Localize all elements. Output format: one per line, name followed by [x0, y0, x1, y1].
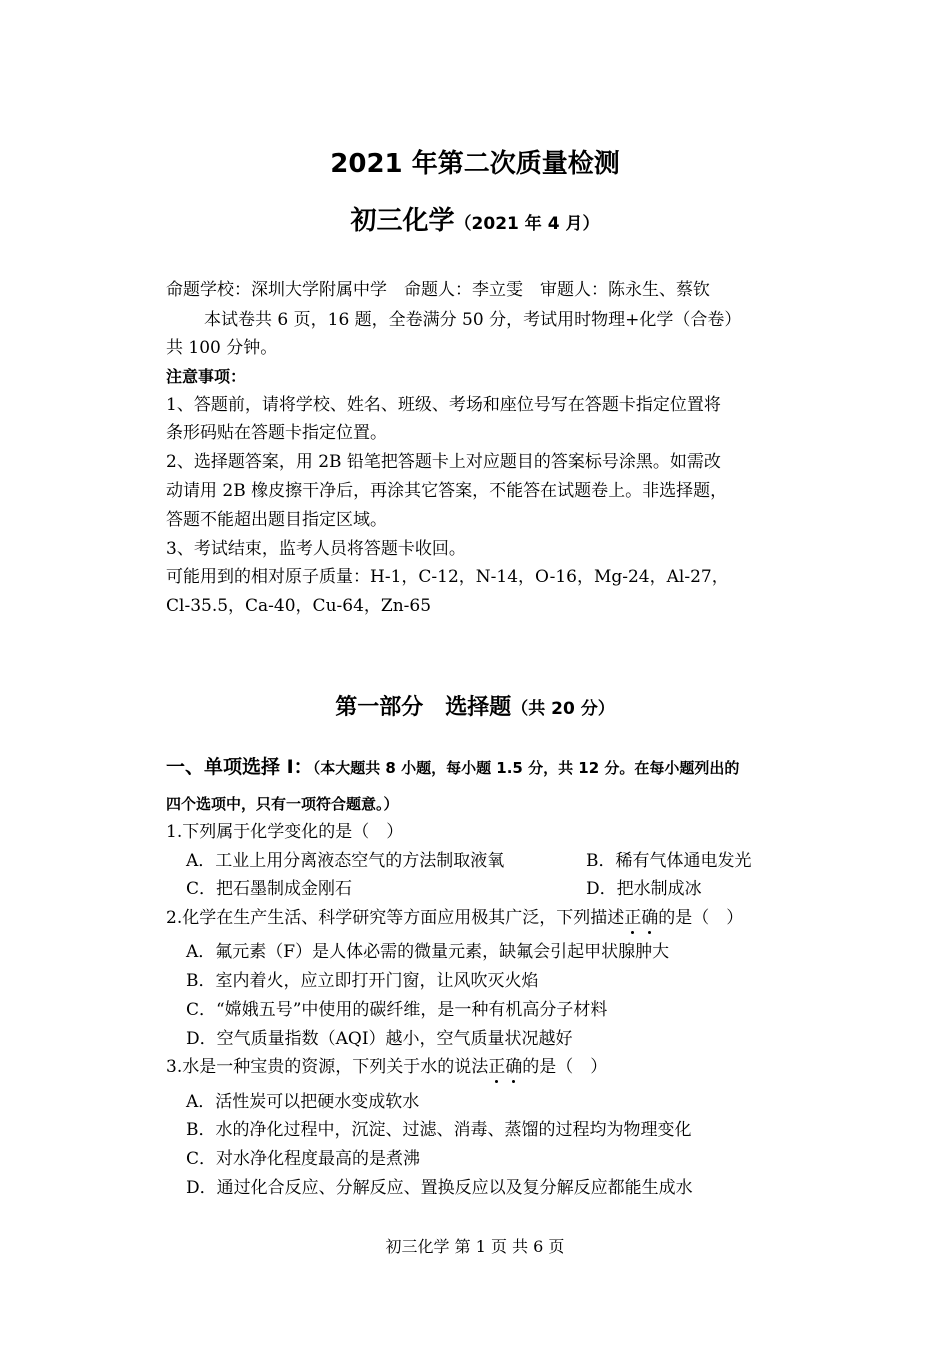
notice-line: 条形码贴在答题卡指定位置。 — [166, 423, 387, 443]
emphasis-char — [505, 1057, 522, 1077]
part-note-line-2: 四个选项中，只有一项符合题意。） — [166, 795, 399, 813]
question-3-stem — [166, 1055, 607, 1079]
exam-title: 2021 年第二次质量检测 — [330, 149, 620, 179]
notice-line: 1、答题前，请将学校、姓名、班级、考场和座位号写在答题卡指定位置将 — [166, 395, 721, 415]
question-3-option-d: D．通过化合反应、分解反应、置换反应以及复分解反应都能生成水 — [186, 1178, 693, 1198]
emphasis-char-text: 确 — [641, 908, 659, 928]
question-3-option-b: B．水的净化过程中，沉淀、过滤、消毒、蒸馏的过程均为物理变化 — [186, 1120, 692, 1140]
question-2-stem-text: 2.化学在生产生活、科学研究等方面应用极其广泛，下列描述 — [166, 908, 625, 928]
question-1-stem: 1.下列属于化学变化的是（ ） — [166, 822, 404, 842]
notice-line: 答题不能超出题目指定区域。 — [166, 510, 387, 530]
section-title — [0, 690, 950, 721]
emphasis-dot — [512, 1080, 515, 1083]
question-3-option-c: C．对水净化程度最高的是煮沸 — [186, 1149, 421, 1169]
authors-line: 命题学校：深圳大学附属中学 命题人：李立雯 审题人：陈永生、蔡钦 — [166, 280, 710, 300]
notice-line: 动请用 2B 橡皮擦干净后，再涂其它答案，不能答在试题卷上。非选择题， — [166, 481, 728, 501]
question-1-option-d: D．把水制成冰 — [586, 879, 702, 899]
question-2-option-b: B．室内着火，应立即打开门窗，让风吹灭火焰 — [186, 971, 539, 991]
section-score: （共 20 分） — [511, 699, 615, 719]
question-2-option-d: D．空气质量指数（AQI）越小，空气质量状况越好 — [186, 1029, 573, 1049]
emphasis-char-text: 正 — [624, 908, 642, 928]
emphasis-char-text: 确 — [505, 1057, 523, 1077]
emphasis-char — [641, 908, 658, 928]
question-2-option-c: C．“嫦娥五号”中使用的碳纤维，是一种有机高分子材料 — [186, 1000, 608, 1020]
subject-title — [0, 200, 950, 237]
notice-line: 2、选择题答案，用 2B 铅笔把答题卡上对应题目的答案标号涂黑。如需改 — [166, 452, 721, 472]
question-1-option-b: B．稀有气体通电发光 — [586, 851, 752, 871]
question-3-stem-text: 3.水是一种宝贵的资源，下列关于水的说法 — [166, 1057, 489, 1077]
atomic-mass-line-2: Cl-35.5，Ca-40，Cu-64，Zn-65 — [166, 596, 432, 616]
emphasis-dot — [631, 931, 634, 934]
section-name: 第一部分 选择题 — [335, 695, 512, 720]
question-1-option-c: C．把石墨制成金刚石 — [186, 879, 353, 899]
exam-date: （2021 年 4 月） — [454, 214, 600, 234]
question-2-stem — [166, 906, 743, 930]
question-2-stem-end: 的是（ ） — [658, 908, 744, 928]
exam-description-line-1: 本试卷共 6 页，16 题，全卷满分 50 分，考试用时物理+化学（合卷） — [204, 310, 742, 330]
emphasis-char-text: 正 — [488, 1057, 506, 1077]
notice-heading: 注意事项： — [166, 367, 247, 386]
exam-description-line-2: 共 100 分钟。 — [166, 338, 278, 358]
question-1-option-a: A．工业上用分离液态空气的方法制取液氧 — [186, 851, 505, 871]
part-heading — [166, 752, 739, 779]
emphasis-dot — [495, 1080, 498, 1083]
emphasis-dot — [648, 931, 651, 934]
subject-name: 初三化学 — [350, 206, 455, 236]
emphasis-char — [488, 1057, 505, 1077]
question-2-option-a: A．氟元素（F）是人体必需的微量元素，缺氟会引起甲状腺肿大 — [186, 942, 670, 962]
atomic-mass-line-1: 可能用到的相对原子质量：H-1，C-12，N-14，O-16，Mg-24，Al-27， — [166, 567, 729, 587]
notice-line: 3、考试结束，监考人员将答题卡收回。 — [166, 539, 466, 559]
question-3-stem-end: 的是（ ） — [522, 1057, 608, 1077]
question-3-option-a: A．活性炭可以把硬水变成软水 — [186, 1092, 420, 1112]
emphasis-char — [624, 908, 641, 928]
part-title: 一、单项选择 I： — [166, 756, 313, 778]
part-note: （本大题共 8 小题，每小题 1.5 分，共 12 分。在每小题列出的 — [312, 759, 740, 777]
page-footer: 初三化学 第 1 页 共 6 页 — [385, 1237, 565, 1256]
